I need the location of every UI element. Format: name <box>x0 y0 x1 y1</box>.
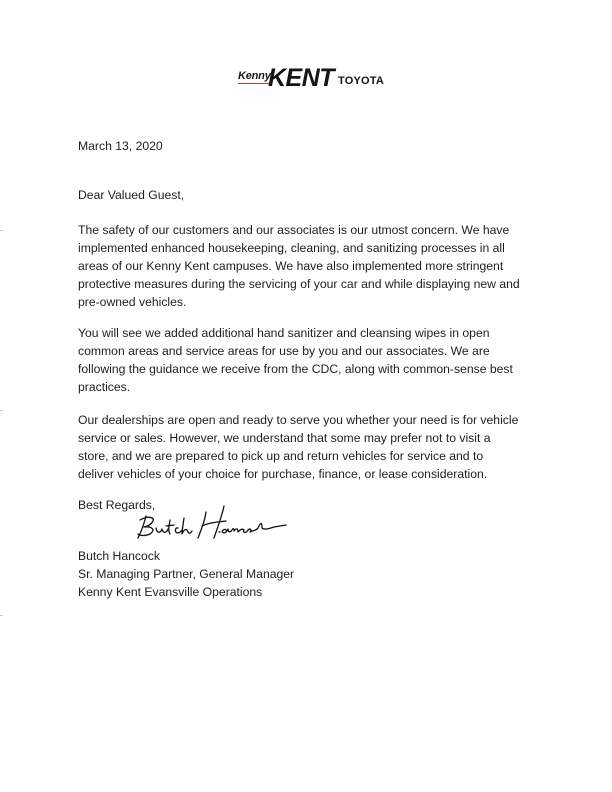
paragraph-line: following the guidance we receive from the CDC, along with common-sense best <box>78 362 513 376</box>
logo-toyota: TOYOTA <box>338 75 385 87</box>
logo-kenny: Kenny <box>238 70 271 82</box>
letter-date: March 13, 2020 <box>78 139 163 153</box>
scan-edge-mark <box>0 410 3 411</box>
paragraph-line: store, and we are prepared to pick up and return vehicles for service and to <box>78 449 484 463</box>
paragraph-line: The safety of our customers and our associates is our utmost concern. We have <box>78 223 510 237</box>
paragraph-line: deliver vehicles of your choice for purchase, finance, or lease consideration. <box>78 467 488 481</box>
logo-underline <box>238 83 271 84</box>
paragraph-1 <box>78 221 548 311</box>
scan-edge-mark <box>0 230 3 231</box>
paragraph-line: service or sales. However, we understand that some may prefer not to visit a <box>78 431 491 445</box>
paragraph-line: Our dealerships are open and ready to serve you whether your need is for vehicle <box>78 413 519 427</box>
logo-kent: KENT <box>268 64 335 92</box>
paragraph-line: areas of our Kenny Kent campuses. We have also implemented more stringent <box>78 259 504 273</box>
scan-edge-mark <box>0 615 3 616</box>
paragraph-line: You will see we added additional hand sanitizer and cleansing wipes in open <box>78 326 490 340</box>
paragraph-2 <box>78 324 548 396</box>
paragraph-line: common areas and service areas for use by you and our associates. We are <box>78 344 490 358</box>
salutation: Dear Valued Guest, <box>78 188 185 202</box>
handwritten-signature <box>126 498 296 554</box>
paragraph-line: implemented enhanced housekeeping, cleaning, and sanitizing processes in all <box>78 241 505 255</box>
paragraph-line: protective measures during the servicing of your car and while displaying new and <box>78 277 520 291</box>
signer-name: Butch Hancock <box>78 549 160 563</box>
closing: Best Regards, <box>78 498 156 512</box>
signer-title: Sr. Managing Partner, General Manager <box>78 567 295 581</box>
paragraph-line: pre-owned vehicles. <box>78 295 187 309</box>
signer-org: Kenny Kent Evansville Operations <box>78 585 263 599</box>
signer-block <box>78 547 548 601</box>
paragraph-3 <box>78 411 548 483</box>
paragraph-line: practices. <box>78 380 131 394</box>
